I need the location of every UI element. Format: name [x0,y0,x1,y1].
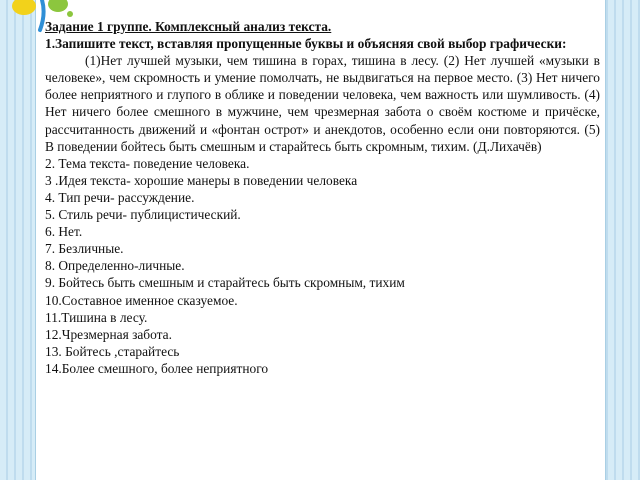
answer-item: 2. Тема текста- поведение человека. [45,155,250,171]
answer-item: 3 .Идея текста- хорошие манеры в поведении человека [45,172,358,188]
answer-item: 8. Определенно-личные. [45,258,185,274]
document-content [45,18,600,377]
answers-list [45,155,600,377]
answer-item: 6. Нет. [45,224,83,240]
green-dot-shape [67,11,73,17]
source-text-paragraph: (1)Нет лучшей музыки, чем тишина в горах, тишина в лесу. (2) Нет лучшей «музыки в человеке», чем скромность и умение помолчать, не выдвигаться на первое место. (3) Нет ничего более неприятного и глупого в облике и поведении человека, чем важность или шумливость. (4) Нет ничего более смешного в мужчине, чем чрезмерная забота о своём костюме и причёске, рассчитанность движений и «фонтан острот» и анекдотов, особенно если они повторяются. (5) В поведении бойтесь быть смешным и старайтесь быть скромным, тихим. (Д.Лихачёв) [45,53,600,154]
yellow-petal-shape [12,0,36,15]
answer-item: 9. Бойтесь быть смешным и старайтесь быть скромным, тихим [45,275,405,291]
answer-item: 4. Тип речи- рассуждение. [45,189,195,205]
answer-item: 5. Стиль речи- публицистический. [45,207,241,223]
answer-item: 14.Более смешного, более неприятного [45,360,269,376]
answer-item: 13. Бойтесь ,старайтесь [45,343,180,359]
task-title: Задание 1 группе. Комплексный анализ текста. [45,19,332,34]
answer-item: 7. Безличные. [45,241,124,257]
answer-item: 12.Чрезмерная забота. [45,326,172,342]
answer-item: 10.Составное именное сказуемое. [45,292,238,308]
answer-item: 11.Тишина в лесу. [45,309,148,325]
green-leaf-shape [48,0,68,12]
task-instruction: 1.Запишите текст, вставляя пропущенные буквы и объясняя свой выбор графически: [45,36,567,52]
blue-stroke-shape [40,0,44,30]
